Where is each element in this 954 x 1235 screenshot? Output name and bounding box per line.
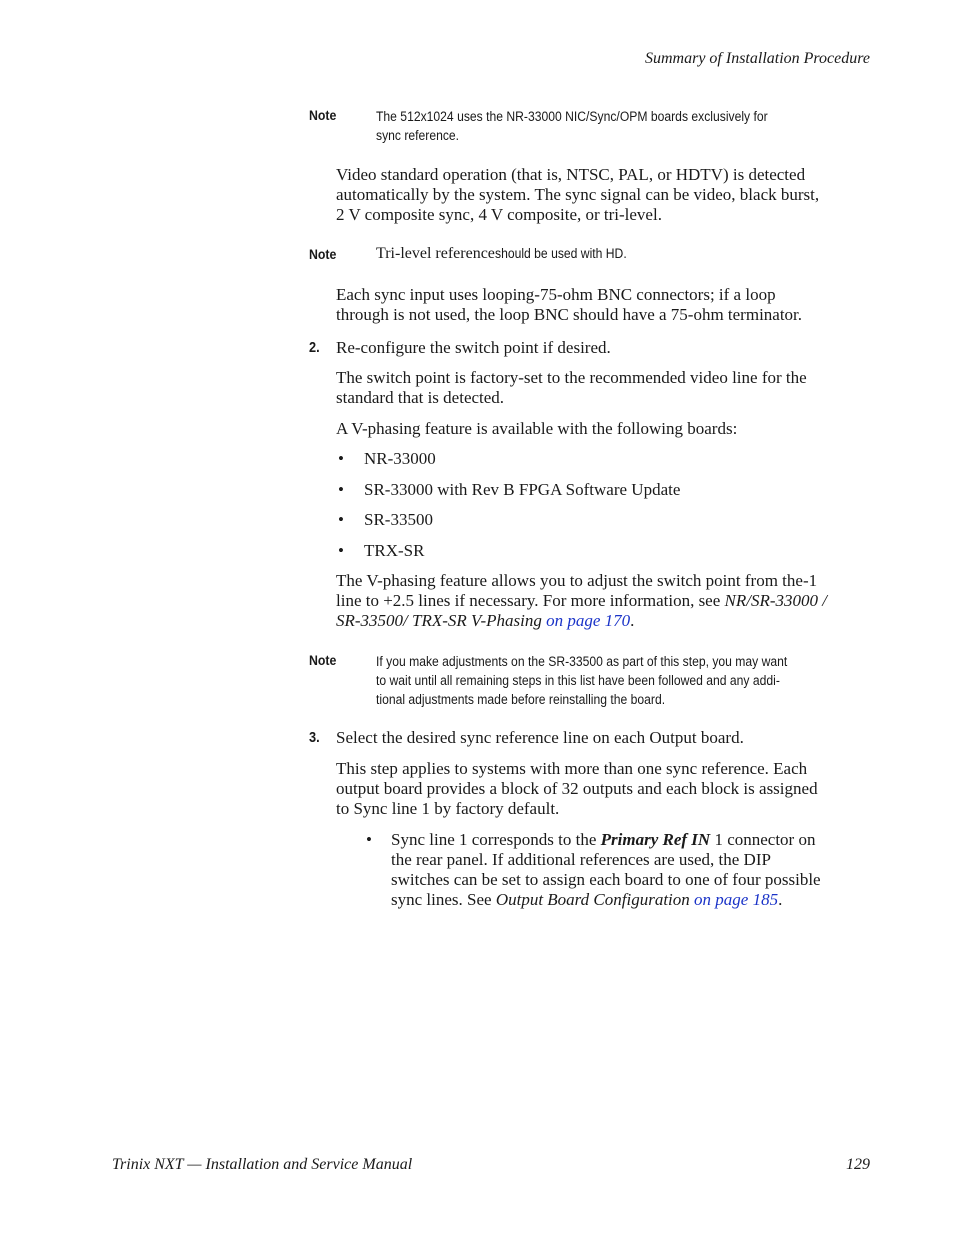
text-line: Each sync input uses looping-75-ohm BNC connectors; if a loop [336, 285, 776, 304]
list-item: TRX-SR [364, 541, 425, 560]
paragraph [336, 285, 802, 325]
list-item: SR-33000 with Rev B FPGA Software Update [364, 480, 681, 499]
text-line: The switch point is factory-set to the recommended video line for the [336, 368, 807, 387]
bullet-icon: • [338, 510, 344, 529]
text-line: switches can be set to assign each board to one of four possible [391, 870, 821, 889]
list-item [391, 830, 821, 910]
bullet-icon: • [338, 541, 344, 560]
cross-reference: Output Board Configuration [495, 890, 690, 909]
text-line: The V-phasing feature allows you to adjust the switch point from the-1 [336, 571, 818, 590]
step-text: Re-configure the switch point if desired. [336, 338, 611, 357]
text-line: Sync line 1 corresponds to the Primary Ref IN 1 connector on [391, 830, 816, 849]
bullet-icon: • [366, 830, 372, 849]
text-line: through is not used, the loop BNC should have a 75-ohm terminator. [336, 305, 803, 324]
page-number: 129 [846, 1156, 870, 1173]
page-link[interactable]: on page 170 [546, 611, 631, 630]
page-link[interactable]: on page 185 [694, 890, 779, 909]
note-line: tional adjustments made before reinstalling the board. [376, 692, 666, 707]
bullet-icon: • [338, 449, 344, 468]
text-line: SR-33500/ TRX-SR V-Phasing on page 170. [336, 611, 635, 630]
step-text: Select the desired sync reference line on each Output board. [336, 728, 744, 747]
paragraph [336, 759, 818, 819]
paragraph: A V-phasing feature is available with the following boards: [336, 419, 738, 438]
paragraph [336, 368, 807, 408]
paragraph [336, 165, 819, 225]
cross-reference: SR-33500/ TRX-SR V-Phasing [336, 611, 542, 630]
note-line: The 512x1024 uses the NR-33000 NIC/Sync/OPM boards exclusively for [376, 109, 768, 124]
text-line: to Sync line 1 by factory default. [336, 799, 560, 818]
note-text [376, 652, 787, 709]
paragraph [336, 571, 827, 631]
text-line: standard that is detected. [336, 388, 505, 407]
text-line: 2 V composite sync, 4 V composite, or tri-level. [336, 205, 662, 224]
footer-manual-title: Trinix NXT — Installation and Service Manual [112, 1156, 413, 1173]
cross-reference: NR/SR-33000 / [724, 591, 827, 610]
text-line: the rear panel. If additional references are used, the DIP [391, 850, 771, 869]
text-line: Video standard operation (that is, NTSC, PAL, or HDTV) is detected [336, 165, 806, 184]
running-header: Summary of Installation Procedure [644, 50, 870, 67]
step-number: 2. [309, 340, 320, 356]
text-line: automatically by the system. The sync signal can be video, black burst, [336, 185, 820, 204]
note-text [376, 244, 641, 263]
note-line: sync reference. [376, 128, 460, 143]
note-sans-text: should be used with HD. [494, 246, 627, 261]
list-item: SR-33500 [364, 510, 433, 529]
note-serif-text: Tri-level reference [376, 245, 495, 262]
step-number: 3. [309, 730, 320, 746]
note-label: Note [309, 652, 337, 668]
note-label: Note [309, 107, 337, 123]
note-line: If you make adjustments on the SR-33500 as part of this step, you may want [376, 654, 788, 669]
text-line: output board provides a block of 32 outputs and each block is assigned [336, 779, 818, 798]
bullet-icon: • [338, 480, 344, 499]
text-line: This step applies to systems with more than one sync reference. Each [336, 759, 808, 778]
text-line: line to +2.5 lines if necessary. For more information, see NR/SR-33000 / [336, 591, 827, 610]
connector-name: Primary Ref IN [600, 830, 711, 849]
list-item: NR-33000 [364, 449, 436, 468]
note-label: Note [309, 246, 337, 262]
note-text [376, 107, 768, 145]
text-line: sync lines. See Output Board Configuration on page 185. [391, 890, 783, 909]
note-line: to wait until all remaining steps in this list have been followed and any addi- [376, 673, 780, 688]
